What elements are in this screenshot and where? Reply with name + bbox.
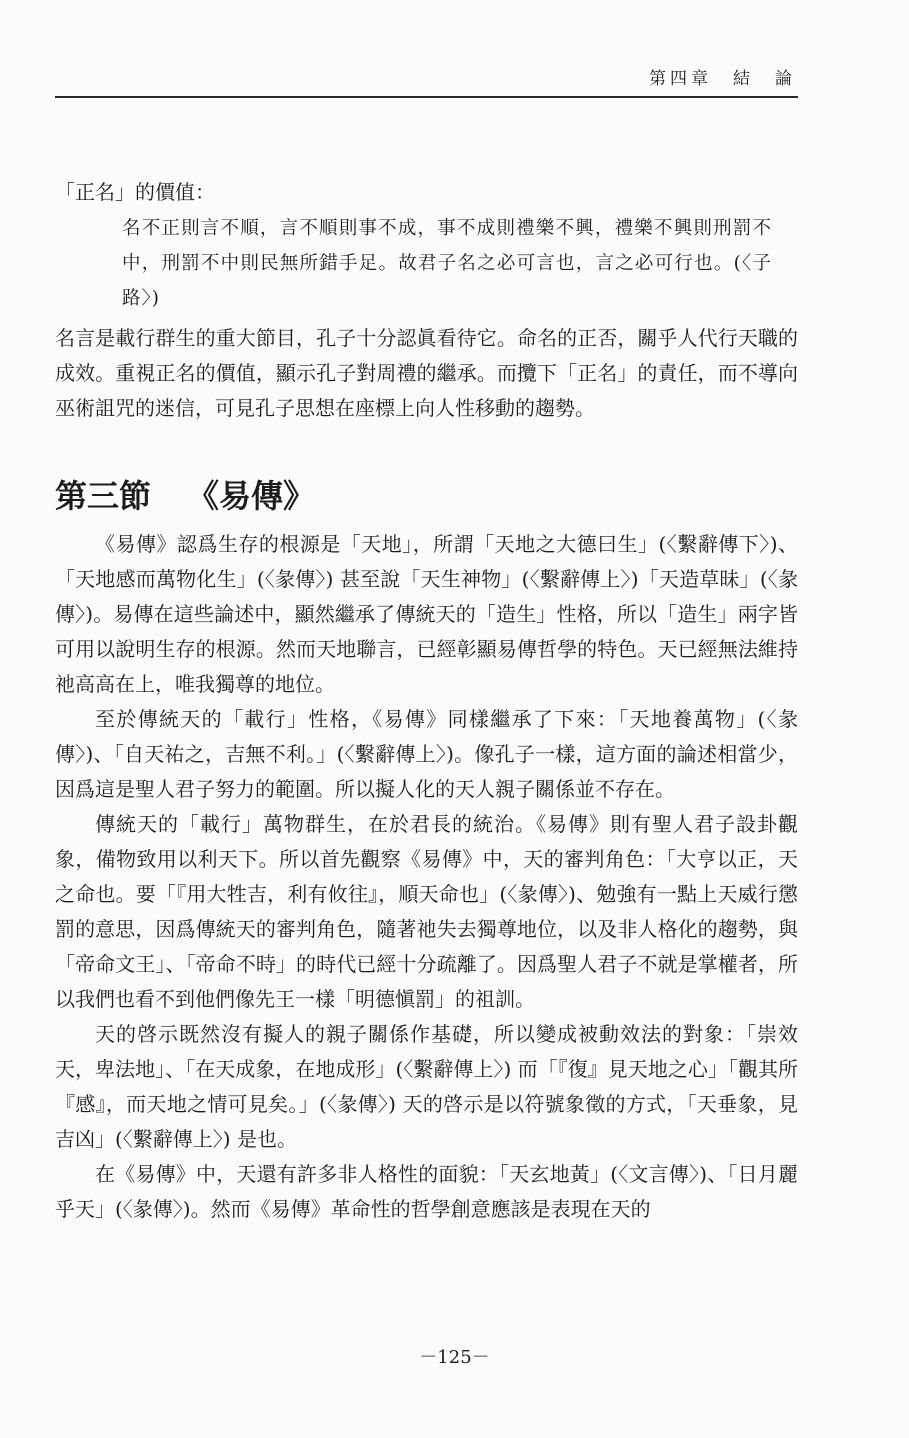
intro-line: 「正名」的價值：	[55, 180, 215, 204]
paragraph: 在《易傳》中，天還有許多非人格性的面貌：「天玄地黃」(〈文言傳〉)、「日月麗乎天」(〈彖傳〉)。然而《易傳》革命性的哲學創意應該是表現在天的	[55, 1162, 798, 1221]
header-rule	[55, 96, 798, 98]
paragraph: 至於傳統天的「載行」性格，《易傳》同樣繼承了下來：「天地養萬物」(〈彖傳〉)、「自天祐之，吉無不利。」(〈繫辭傳上〉)。像孔子一樣，這方面的論述相當少，因爲這是聖人君子努力的範圍。所以擬人化的天人親子關係並不存在。	[55, 707, 798, 801]
section-number: 第三節	[55, 477, 152, 515]
section-heading	[55, 476, 315, 516]
page-number: －125－	[419, 1347, 490, 1368]
running-head: 第四章 結 論	[649, 69, 796, 89]
section-title: 《易傳》	[187, 477, 316, 515]
paragraph: 天的啓示既然沒有擬人的親子關係作基礎，所以變成被動效法的對象：「崇效天，卑法地」、「在天成象，在地成形」(〈繫辭傳上〉) 而「『復』見天地之心」「觀其所『感』，而天地之情可見矣。」(〈彖傳〉) 天的啓示是以符號象徵的方式，「天垂象，見吉凶」(〈繫辭傳上〉) 是也。	[55, 1022, 798, 1151]
paragraph-after-quote: 名言是載行群生的重大節目，孔子十分認眞看待它。命名的正否，關乎人代行天職的成效。重視正名的價值，顯示孔子對周禮的繼承。而攬下「正名」的責任，而不導向巫術詛咒的迷信，可見孔子思想在座標上向人性移動的趨勢。	[55, 326, 798, 420]
block-quote: 名不正則言不順，言不順則事不成，事不成則禮樂不興，禮樂不興則刑罰不中，刑罰不中則民無所錯手足。故君子名之必可言也，言之必可行也。(〈子路〉)	[122, 218, 772, 309]
paragraph-after-quote-block	[55, 321, 798, 426]
intro-line-block	[55, 175, 798, 210]
section-body	[55, 527, 798, 1227]
paragraph: 傳統天的「載行」萬物群生，在於君長的統治。《易傳》則有聖人君子設卦觀象，備物致用以利天下。所以首先觀察《易傳》中，天的審判角色：「大亨以正，天之命也。要「『用大牲吉，利有攸往』，順天命也」(〈彖傳〉)、勉強有一點上天威行懲罰的意思，因爲傳統天的審判角色，隨著祂失去獨尊地位，以及非人格化的趨勢，與「帝命文王」、「帝命不時」的時代已經十分疏離了。因爲聖人君子不就是掌權者，所以我們也看不到他們像先王一樣「明德愼罰」的祖訓。	[55, 812, 798, 1011]
paragraph: 《易傳》認爲生存的根源是「天地」，所謂「天地之大德曰生」(〈繫辭傳下〉)、「天地感而萬物化生」(〈彖傳〉) 甚至說「天生神物」(〈繫辭傳上〉)「天造草昧」(〈彖傳〉)。易傳在這些論述中，顯然繼承了傳統天的「造生」性格，所以「造生」兩字皆可用以說明生存的根源。然而天地聯言，已經彰顯易傳哲學的特色。天已經無法維持祂高高在上，唯我獨尊的地位。	[55, 532, 798, 696]
